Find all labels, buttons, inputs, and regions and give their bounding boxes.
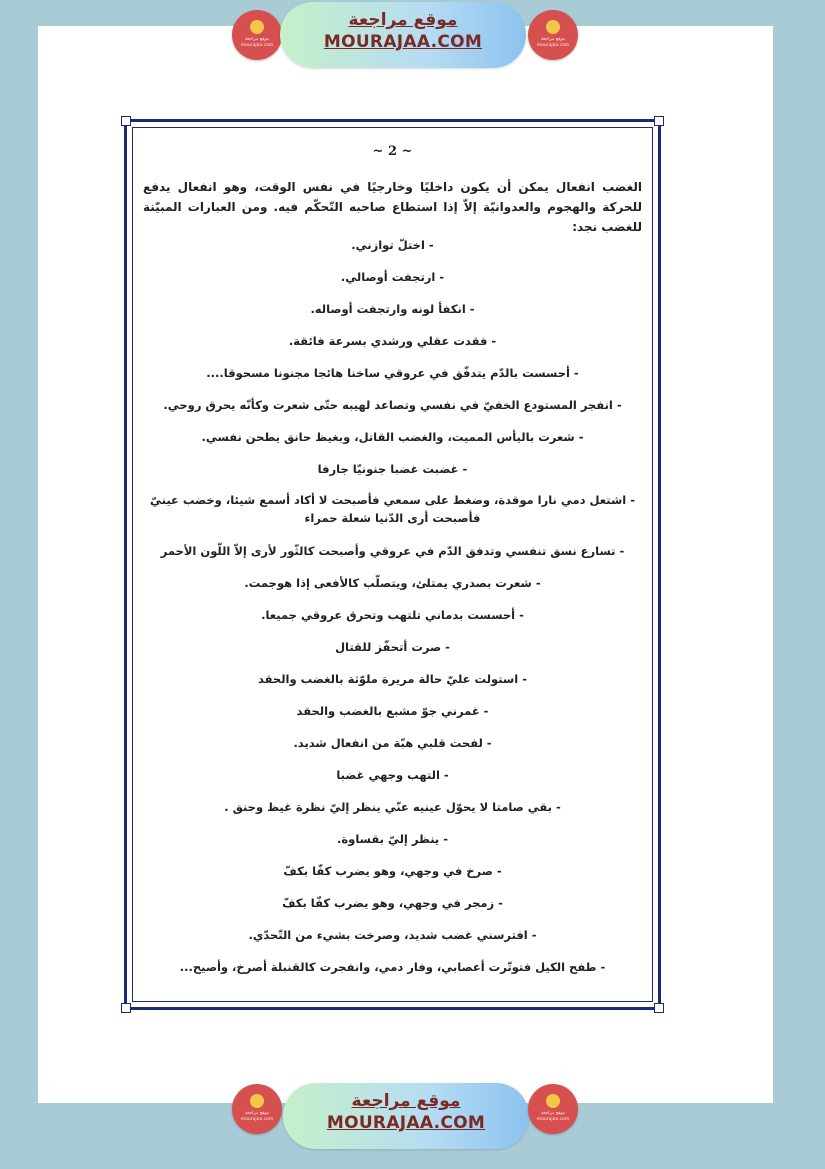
frame-corner xyxy=(654,1003,664,1013)
site-logo-icon[interactable] xyxy=(528,10,578,60)
list-item: - أحسست بدماني تلتهب وتحرق عروقي جميعا. xyxy=(261,608,524,622)
list-item: - اشتعل دمي نارا موقدة، وضغط على سمعي فأصبحت لا أكاد أسمع شيئا، وخضب عينيّ فأصبحت أرى الدّنيا شعلة حمراء xyxy=(150,493,635,525)
logo-dot-icon xyxy=(250,20,264,34)
logo-dot-icon xyxy=(546,20,560,34)
logo-text-arabic: موقع مراجعة xyxy=(244,37,270,42)
logo-text-latin: mourajaa.com xyxy=(536,43,570,48)
list-item: - تسارع نسق تنفسي وتدفق الدّم في عروقي وأصبحت كالثّور لأرى إلاّ اللّون الأحمر xyxy=(160,544,625,558)
list-item: - استولت عليّ حالة مريرة ملوّثة بالغضب والحقد xyxy=(258,672,527,686)
page-number: ~ 2 ~ xyxy=(372,144,413,159)
logo-text-arabic: موقع مراجعة xyxy=(540,37,566,42)
list-item: - ارتجفت أوصالي. xyxy=(340,270,445,284)
banner-title-domain[interactable]: MOURAJAA.COM xyxy=(323,32,483,52)
list-item: - شعرت باليأس المميت، والغضب القاتل، وبغيظ حانق يطحن نفسي. xyxy=(201,430,584,444)
logo-text-latin: mourajaa.com xyxy=(240,43,274,48)
banner-title-arabic[interactable]: موقع مراجعة xyxy=(351,1091,461,1111)
banner-title-arabic[interactable]: موقع مراجعة xyxy=(348,10,458,30)
list-item: - بقي صامتا لا يحوّل عينيه عنّي ينظر إليّ نظرة غيظ وحنق . xyxy=(224,800,561,814)
document-frame xyxy=(124,119,661,1010)
site-logo-icon[interactable] xyxy=(528,1084,578,1134)
logo-dot-icon xyxy=(546,1094,560,1108)
list-item: - التهب وجهي غضبا xyxy=(336,768,449,782)
list-item: - شعرت بصدري يمتلئ، ويتصلّب كالأفعى إذا هوجمت. xyxy=(244,576,541,590)
list-item: - فقدت عقلي ورشدي بسرعة فائقة. xyxy=(288,334,497,348)
list-item: - ينظر إليّ بقساوة. xyxy=(337,832,448,846)
list-item: - صرت أتحفّز للقتال xyxy=(335,640,450,654)
site-logo-icon[interactable] xyxy=(232,1084,282,1134)
site-banner-bottom[interactable] xyxy=(283,1083,529,1149)
intro-paragraph: الغضب انفعال يمكن أن يكون داخليًا وخارجيًا في نفس الوقت، وهو انفعال يدفع للحركة والهجوم والعدوانيّة إلاّ إذا استطاع صاحبه التّحكّم فيه. ومن العبارات المبيّنة للغضب نجد: xyxy=(143,180,642,234)
list-item: - غضبت غضبا جنونيّا جارفا xyxy=(317,462,468,476)
frame-corner xyxy=(121,1003,131,1013)
list-item: - انفجر المستودع الخفيّ في نفسي وتصاعد لهيبه حتّى شعرت وكأنّه يحرق روحي. xyxy=(163,398,622,412)
frame-corner xyxy=(121,116,131,126)
list-item: - زمجر في وجهي، وهو يضرب كفّا بكفّ xyxy=(282,896,503,910)
logo-text-latin: mourajaa.com xyxy=(536,1117,570,1122)
list-item: - انكفأ لونه وارتجفت أوصاله. xyxy=(310,302,475,316)
site-logo-icon[interactable] xyxy=(232,10,282,60)
anger-expressions-list xyxy=(139,229,646,983)
list-item: - افترسني غضب شديد، وصرخت بشيء من التّحدّي. xyxy=(248,928,537,942)
list-item: - طفح الكيل فتوتّرت أعصابي، وفار دمي، وانفجرت كالقنبلة أصرخ، وأصيح... xyxy=(179,960,606,974)
logo-text-latin: mourajaa.com xyxy=(240,1117,274,1122)
banner-title-domain[interactable]: MOURAJAA.COM xyxy=(326,1113,486,1133)
list-item: - غمرني جوّ مشبع بالغضب والحقد xyxy=(296,704,489,718)
site-banner-top[interactable] xyxy=(280,2,526,68)
list-item: - صرخ في وجهي، وهو يضرب كفّا بكفّ xyxy=(283,864,502,878)
list-item: - أحسست بالدّم يتدفّق في عروقي ساخنا هائجا مجنونا مسحوقا.... xyxy=(206,366,579,380)
list-item: - اختلّ توازني. xyxy=(351,238,434,252)
logo-dot-icon xyxy=(250,1094,264,1108)
logo-text-arabic: موقع مراجعة xyxy=(244,1111,270,1116)
logo-text-arabic: موقع مراجعة xyxy=(540,1111,566,1116)
frame-corner xyxy=(654,116,664,126)
list-item: - لفحت قلبي هبّة من انفعال شديد. xyxy=(293,736,492,750)
